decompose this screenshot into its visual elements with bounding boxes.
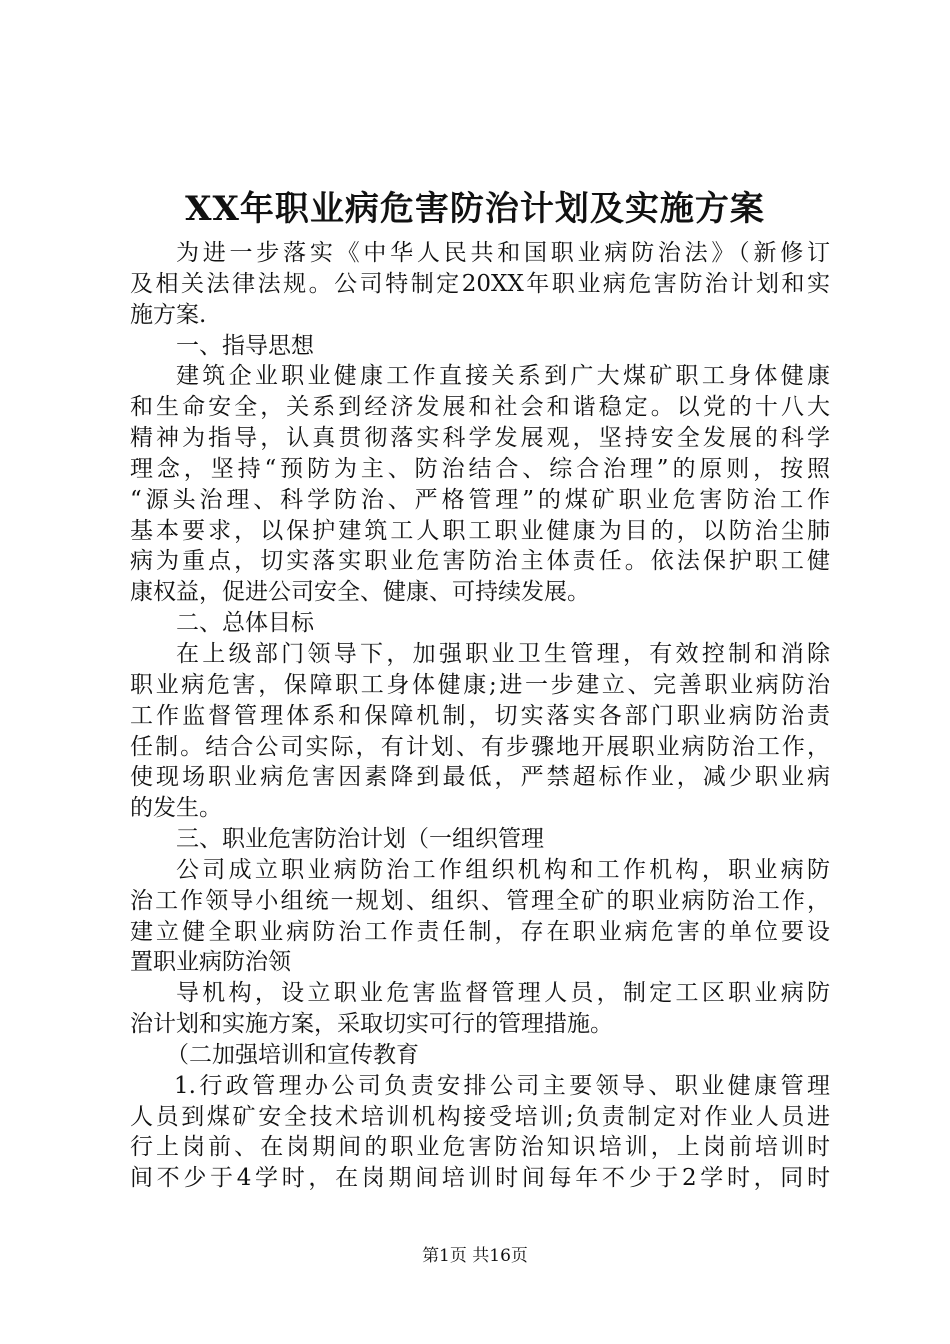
paragraph-line: 为进一步落实《中华人民共和国职业病防治法》（新修订 bbox=[176, 240, 830, 266]
paragraph-line: 施方案. bbox=[130, 301, 207, 328]
document-title: XX年职业病危害防治计划及实施方案 bbox=[185, 189, 765, 229]
paragraph-line: 及相关法律法规。公司特制定20XX年职业病危害防治计划和实 bbox=[130, 270, 830, 297]
paragraph-line: 公司成立职业病防治工作组织机构和工作机构，职业病防 bbox=[176, 856, 830, 883]
paragraph-line: 和生命安全，关系到经济发展和社会和谐稳定。以党的十八大 bbox=[130, 394, 830, 421]
paragraph-line: 人员到煤矿安全技术培训机构接受培训;负责制定对作业人员进 bbox=[130, 1103, 830, 1130]
paragraph-line: 在上级部门领导下，加强职业卫生管理，有效控制和消除 bbox=[176, 640, 830, 667]
paragraph-line: 建立健全职业病防治工作责任制，存在职业病危害的单位要设 bbox=[130, 918, 830, 945]
paragraph-line: 1.行政管理办公司负责安排公司主要领导、职业健康管理 bbox=[174, 1072, 830, 1099]
paragraph-line: “源头治理、科学防治、严格管理”的煤矿职业危害防治工作 bbox=[130, 486, 830, 513]
paragraph-line: 工作监督管理体系和保障机制，切实落实各部门职业病防治责 bbox=[130, 702, 830, 729]
paragraph-line: 基本要求，以保护建筑工人职工职业健康为目的，以防治尘肺 bbox=[130, 517, 830, 544]
paragraph-line: 康权益，促进公司安全、健康、可持续发展。 bbox=[130, 579, 590, 606]
document-body bbox=[130, 238, 830, 1194]
section-heading: 二、总体目标 bbox=[176, 610, 314, 637]
paragraph-line: 病为重点，切实落实职业危害防治主体责任。依法保护职工健 bbox=[130, 548, 830, 575]
paragraph-line: 精神为指导，认真贯彻落实科学发展观，坚持安全发展的科学 bbox=[130, 425, 830, 452]
paragraph-line: 置职业病防治领 bbox=[130, 949, 291, 976]
page-number: 第1页 共16页 bbox=[422, 1246, 528, 1266]
paragraph-line: 的发生。 bbox=[130, 795, 222, 822]
paragraph-line: 导机构，设立职业危害监督管理人员，制定工区职业病防 bbox=[176, 980, 830, 1007]
paragraph-line: 使现场职业病危害因素降到最低，严禁超标作业，减少职业病 bbox=[130, 764, 830, 791]
paragraph-line: 治工作领导小组统一规划、组织、管理全矿的职业病防治工作， bbox=[130, 887, 830, 914]
section-heading: 一、指导思想 bbox=[176, 332, 314, 359]
paragraph-line: 行上岗前、在岗期间的职业危害防治知识培训，上岗前培训时 bbox=[130, 1134, 830, 1161]
section-heading: 三、职业危害防治计划（一组织管理 bbox=[176, 826, 544, 853]
section-heading: （二加强培训和宣传教育 bbox=[166, 1041, 419, 1068]
paragraph-line: 建筑企业职业健康工作直接关系到广大煤矿职工身体健康 bbox=[176, 363, 830, 390]
paragraph-line: 职业病危害，保障职工身体健康;进一步建立、完善职业病防治 bbox=[130, 671, 830, 698]
paragraph-line: 治计划和实施方案，采取切实可行的管理措施。 bbox=[130, 1011, 613, 1038]
paragraph-line: 间不少于4学时，在岗期间培训时间每年不少于2学时，同时 bbox=[130, 1165, 830, 1192]
paragraph-line: 任制。结合公司实际，有计划、有步骤地开展职业病防治工作， bbox=[130, 733, 830, 760]
paragraph-line: 理念，坚持“预防为主、防治结合、综合治理”的原则，按照 bbox=[130, 455, 830, 482]
